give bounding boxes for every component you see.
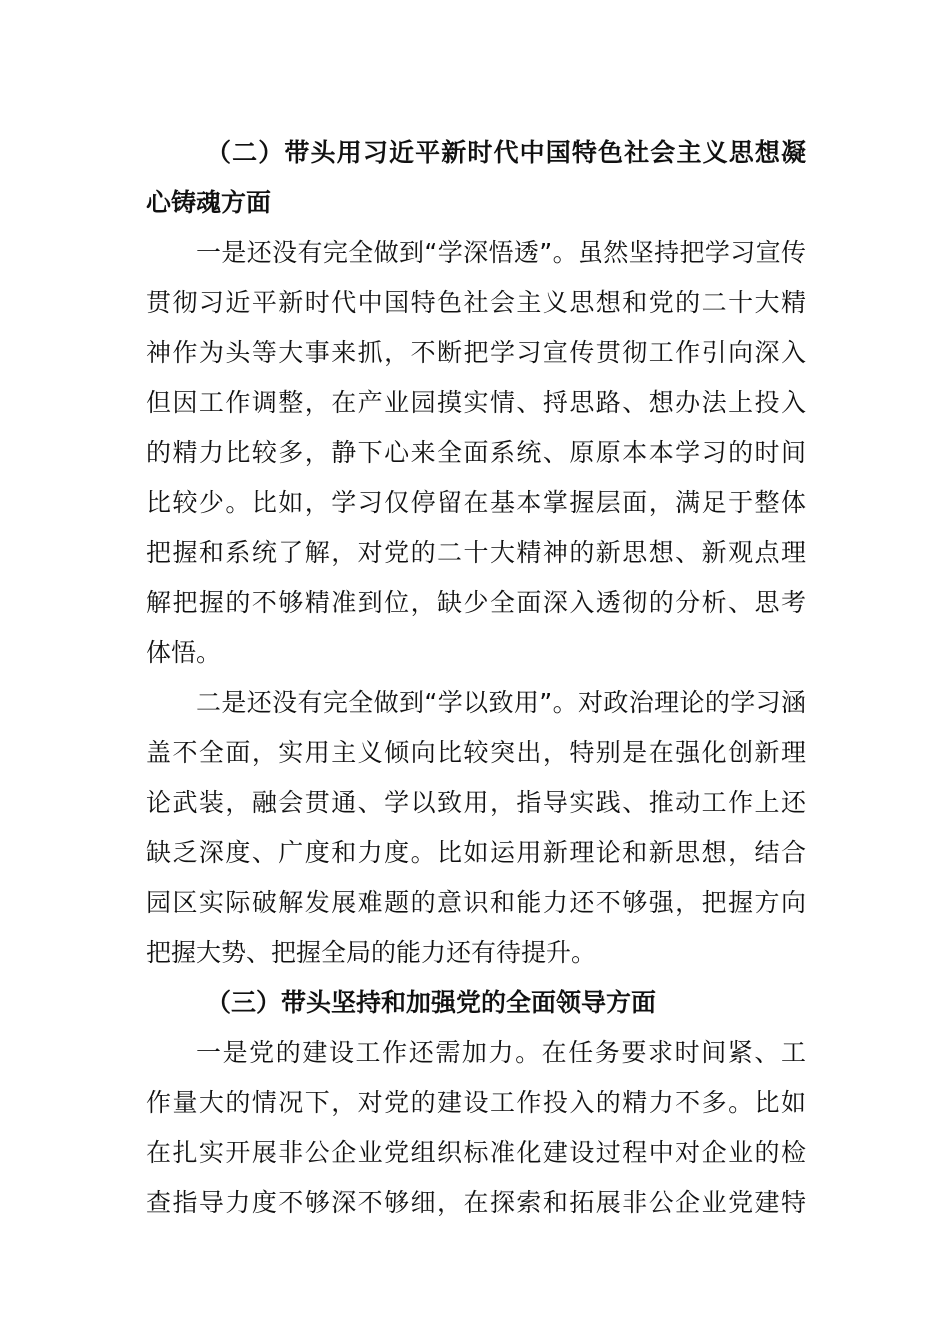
paragraph-line: 在扎实开展非公企业党组织标准化建设过程中对企业的检 <box>146 1138 806 1167</box>
paragraph-line: 论武装，融会贯通、学以致用，指导实践、推动工作上还 <box>146 788 806 817</box>
section3-heading: （三）带头坚持和加强党的全面领导方面 <box>206 988 657 1017</box>
paragraph-line: 神作为头等大事来抓，不断把学习宣传贯彻工作引向深入 <box>146 338 806 367</box>
paragraph-line: 把握和系统了解，对党的二十大精神的新思想、新观点理 <box>146 538 806 567</box>
paragraph-line: 的精力比较多，静下心来全面系统、原原本本学习的时间 <box>146 438 806 467</box>
paragraph-line: 比较少。比如，学习仅停留在基本掌握层面，满足于整体 <box>146 488 806 517</box>
section2-heading-line2: 心铸魂方面 <box>146 188 272 217</box>
paragraph-line: 一是还没有完全做到“学深悟透”。虽然坚持把学习宣传 <box>196 238 806 267</box>
paragraph-line: 一是党的建设工作还需加力。在任务要求时间紧、工 <box>196 1038 806 1067</box>
paragraph-line: 盖不全面，实用主义倾向比较突出，特别是在强化创新理 <box>146 738 806 767</box>
paragraph-line: 园区实际破解发展难题的意识和能力还不够强，把握方向 <box>146 888 806 917</box>
paragraph-line: 二是还没有完全做到“学以致用”。对政治理论的学习涵 <box>196 688 806 717</box>
section2-heading-line1: （二）带头用习近平新时代中国特色社会主义思想凝 <box>206 138 806 167</box>
paragraph-line: 查指导力度不够深不够细，在探索和拓展非公企业党建特 <box>146 1188 806 1217</box>
paragraph-line: 作量大的情况下，对党的建设工作投入的精力不多。比如 <box>146 1088 806 1117</box>
paragraph-line: 解把握的不够精准到位，缺少全面深入透彻的分析、思考 <box>146 588 806 617</box>
paragraph-line: 缺乏深度、广度和力度。比如运用新理论和新思想，结合 <box>146 838 806 867</box>
paragraph-line: 体悟。 <box>146 638 222 667</box>
paragraph-line: 把握大势、把握全局的能力还有待提升。 <box>146 938 597 967</box>
paragraph-line: 贯彻习近平新时代中国特色社会主义思想和党的二十大精 <box>146 288 806 317</box>
paragraph-line: 但因工作调整，在产业园摸实情、捋思路、想办法上投入 <box>146 388 806 417</box>
